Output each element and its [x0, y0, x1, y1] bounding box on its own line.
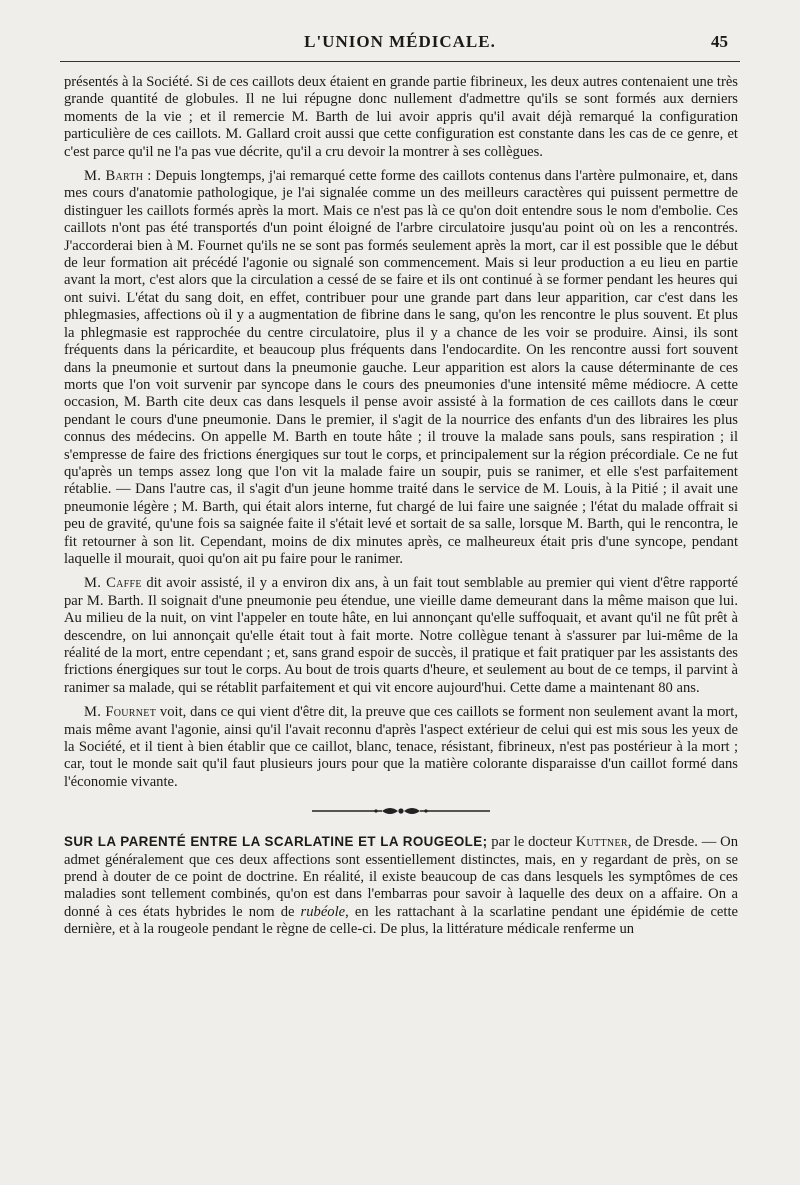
speaker-name: M. Caffe	[84, 575, 142, 592]
running-head	[60, 28, 740, 54]
article-paragraph	[64, 833, 738, 938]
article-byline-post: , de Dresde.	[627, 834, 698, 851]
speaker-name: M. Barth	[84, 168, 144, 185]
paragraph-text: voit, dans ce qui vient d'être dit, la preuve que ces caillots se forment non seulement avant la mort, mais même avant l'agonie, ainsi qu'il l'avait reconnu d'après l'aspect extérieur de celui qui est mis sous les yeux de la Société, et il tient à bien établir que ce caillot, blanc, tenace, résistant, fibrineux, n'est pas postérieur à la mort ; car, tout le monde sait qu'il faut plusieurs jours pour que la matière colorante disparaisse d'un caillot formé dans l'économie vivante.	[64, 704, 738, 790]
article-author: Kuttner	[575, 834, 628, 851]
article-term: rubéole	[300, 903, 346, 920]
paragraph-continuation: présentés à la Société. Si de ces caillots deux étaient en grande partie fibrineux, les deux autres contenaient une très grande quantité de globules. Il ne lui répugne donc nullement d'admettre qu'ils se sont formés aux derniers moments de la vie ; et il remercie M. Barth de lui avoir appris qu'il avait déjà remarqué la configuration particulière de ces caillots. M. Gallard croit aussi que cette configuration est constante dans les cas de ce genre, et c'est parce qu'il ne l'a pas vue décrite, qu'il a cru devoir la montrer à ses collègues.	[64, 74, 738, 160]
article-byline-pre: par le docteur	[487, 834, 576, 851]
article-title: SUR LA PARENTÉ ENTRE LA SCARLATINE ET LA ROUGEOLE;	[64, 834, 488, 850]
header-rule	[60, 61, 740, 62]
ornament-divider-icon	[64, 803, 738, 819]
paragraph-caffe	[64, 575, 738, 697]
page-body	[64, 74, 738, 946]
paragraph-text: dit avoir assisté, il y a environ dix ans, à un fait tout semblable au premier qui vient d'être rapporté par M. Barth. Il soignait d'une pneumonie peu étendue, une vieille dame demeurant dans la même maison que lui. Au milieu de la nuit, on vint l'appeler en toute hâte, en lui annonçant qu'elle suffoquait, et avant qu'il ne fût prêt à descendre, on lui annonçait qu'elle était tout à fait morte. Notre collègue tenant à s'assurer par lui-même de la réalité de la mort, entre cependant ; et, sans grand espoir de succès, il pratique et fait pratiquer par les assistants des frictions énergiques sur tout le corps. Au bout de trois quarts d'heure, et seulement au bout de ce temps, il parvint à ranimer sa malade, qui se rétablit parfaitement et qui vit encore aujourd'hui. Cette dame a maintenant 80 ans.	[64, 575, 738, 696]
article-text-continued: , en les rattachant à la scarlatine pendant une épidémie de cette dernière, et à la rougeole pendant le règne de celle-ci. De plus, la littérature médicale renferme un	[64, 903, 738, 938]
page-number: 45	[711, 32, 728, 51]
article-text: — On admet généralement que ces deux affections sont essentiellement distinctes, mais, en y regardant de près, on se prend à douter de ce point de doctrine. En réalité, il existe beaucoup de cas dans lesquels les symptômes de ces maladies sont tellement combinés, qu'on est dans l'embarras pour savoir à laquelle des deux on a affaire. On a donné à ces états hybrides le nom de	[64, 834, 739, 920]
speaker-name: M. Fournet	[84, 704, 157, 721]
paragraph-fournet	[64, 704, 738, 791]
journal-title: L'UNION MÉDICALE.	[304, 32, 496, 51]
section-divider	[64, 803, 738, 819]
paragraph-barth	[64, 168, 738, 568]
paragraph-text: : Depuis longtemps, j'ai remarqué cette forme des caillots contenus dans l'artère pulmonaire, et, dans mes cours d'anatomie pathologique, je l'ai signalée comme un des meilleurs caractères qui puissent permettre de distinguer les caillots formés après la mort. Mais ce n'est pas là ce qu'on doit entendre sous le nom d'embolie. Ces caillots n'ont pas été transportés d'un point éloigné de l'arbre circulatoire jusqu'au point où on les a rencontrés. J'accorderai bien à M. Fournet qu'ils ne se sont pas formés seulement après la mort, car il est possible que le début de leur formation ait précédé l'agonie ou signalé son commencement. Mais si leur production a eu lieu en partie avant la mort, c'est alors que la circulation a cessé de se faire et ils ont continué à se former pendant les heures qui ont suivi. L'état du sang doit, en effet, contribuer pour une grande part dans leur apparition, car c'est dans les phlegmasies, affections où il y a augmentation de fibrine dans le sang, qu'on les rencontre le plus souvent. Et plus la phlegmasie est rapprochée du centre circulatoire, plus il y a chance de les voir se produire. Ainsi, ils sont fréquents dans la péricardite, et beaucoup plus fréquents dans l'endocardite. On les rencontre aussi fort souvent dans la pneumonie et surtout dans la pneumonie gauche. Leur apparition est alors la cause déterminante de ces morts que l'on voit survenir par syncope dans le cours des pneumonies d'une intensité même médiocre. A cette occasion, M. Barth cite deux cas dans lesquels il pense avoir assisté à la formation de ces caillots dans le cœur pendant le cours d'une pneumonie. Dans le premier, il s'agit de la nourrice des enfants d'un des libraires les plus connus des médecins. On appelle M. Barth en toute hâte ; il trouve la malade sans pouls, sans respiration ; il s'empresse de faire des frictions énergiques sur tout le corps, et principalement sur la région précordiale. Ce ne fut qu'après un temps assez long que l'on vit la malade faire un soupir, puis se ranimer, et elle s'est parfaitement rétablie. — Dans l'autre cas, il s'agit d'un jeune homme traité dans le service de M. Louis, à la Pitié ; il avait une pneumonie légère ; M. Barth, qui était alors interne, fut chargé de lui faire une saignée ; l'état du malade offrait si peu de gravité, qu'une fois sa saignée faite il s'était levé et sortait de sa salle, lorsque M. Barth, qui le rencontra, le fit retourner à son lit. Cependant, moins de dix minutes après, ce malheureux était pris d'une syncope, pendant laquelle il mourait, quoi qu'on ait pu faire pour le ranimer.	[64, 168, 738, 567]
